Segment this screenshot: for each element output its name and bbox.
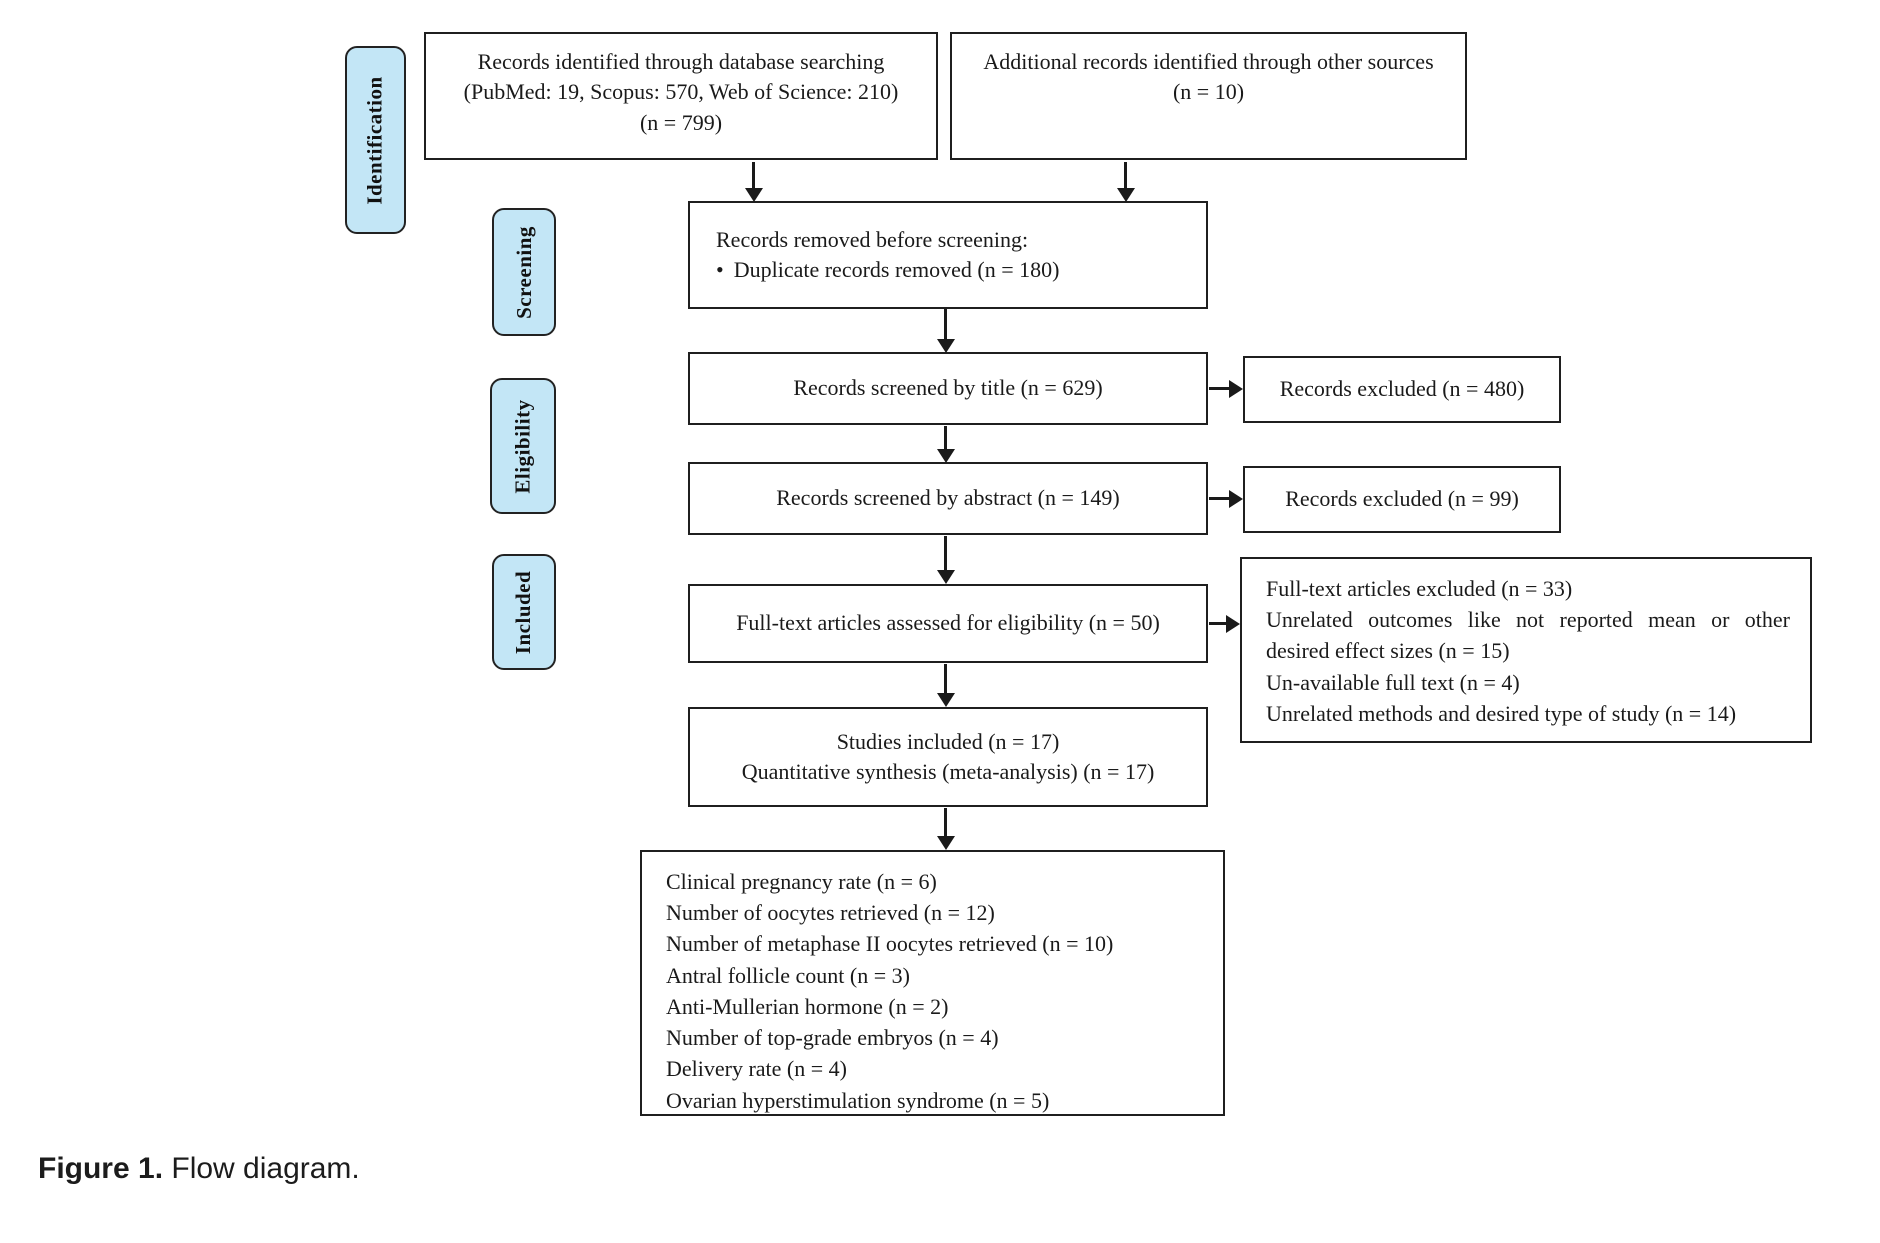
box-screened-by-abstract-text: Records screened by abstract (n = 149) xyxy=(776,485,1120,511)
box-records-identified-database-text: Records identified through database searching (PubMed: 19, Scopus: 570, Web of Science: 210) (n = 799) xyxy=(463,49,899,135)
outcome-line: Clinical pregnancy rate (n = 6) xyxy=(666,869,937,894)
fulltext-excluded-line: Unrelated methods and desired type of study (n = 14) xyxy=(1266,700,1737,726)
box-records-removed-item-text: Duplicate records removed (n = 180) xyxy=(733,257,1060,282)
box-studies-included-line2: Quantitative synthesis (meta-analysis) (n = 17) xyxy=(741,759,1155,784)
box-additional-records-text: Additional records identified through other sources (n = 10) xyxy=(983,49,1434,105)
arrow-abstract-to-fulltext-icon xyxy=(944,536,947,570)
outcome-line: Antral follicle count (n = 3) xyxy=(666,962,910,988)
figure-caption-label: Figure 1. xyxy=(38,1152,164,1185)
fulltext-excluded-line: Unrelated outcomes like not reported mean or other desired effect sizes (n = 15) xyxy=(1266,607,1790,664)
box-fulltext-excluded xyxy=(1240,557,1812,743)
arrow-removed-to-title-icon xyxy=(944,309,947,339)
fulltext-excluded-line: Full-text articles excluded (n = 33) xyxy=(1266,576,1573,601)
outcome-line: Anti-Mullerian hormone (n = 2) xyxy=(666,993,949,1019)
stage-badge-included xyxy=(492,554,556,670)
arrow-abstract-to-excluded-icon xyxy=(1209,497,1229,500)
bullet-icon: • xyxy=(716,257,724,282)
arrow-title-to-excluded-icon xyxy=(1209,387,1229,390)
stage-label-screening: Screening xyxy=(511,225,536,319)
box-excluded-480 xyxy=(1243,356,1561,423)
outcome-line: Ovarian hyperstimulation syndrome (n = 5) xyxy=(666,1087,1050,1113)
arrow-included-to-outcomes-icon xyxy=(944,808,947,836)
stage-badge-screening xyxy=(492,208,556,336)
box-records-removed-title: Records removed before screening: xyxy=(716,226,1029,252)
box-screened-by-title xyxy=(688,352,1208,425)
outcome-line: Delivery rate (n = 4) xyxy=(666,1056,847,1082)
box-fulltext-assessed-text: Full-text articles assessed for eligibility (n = 50) xyxy=(736,610,1160,636)
outcome-line: Number of top-grade embryos (n = 4) xyxy=(666,1025,999,1051)
stage-badge-identification xyxy=(345,46,406,234)
box-studies-included xyxy=(688,707,1208,807)
stage-label-included: Included xyxy=(511,570,536,654)
stage-badge-eligibility xyxy=(490,378,556,514)
box-fulltext-assessed xyxy=(688,584,1208,663)
outcome-line: Number of oocytes retrieved (n = 12) xyxy=(666,900,995,926)
arrow-additional-to-removed-icon xyxy=(1124,162,1127,188)
figure-caption-text: Flow diagram. xyxy=(163,1152,360,1185)
figure-caption xyxy=(38,1152,360,1186)
arrow-database-to-removed-icon xyxy=(752,162,755,188)
box-records-removed xyxy=(688,201,1208,309)
box-additional-records xyxy=(950,32,1467,160)
box-excluded-99 xyxy=(1243,466,1561,533)
stage-label-identification: Identification xyxy=(363,75,387,205)
fulltext-excluded-line: Un-available full text (n = 4) xyxy=(1266,669,1520,695)
box-excluded-99-text: Records excluded (n = 99) xyxy=(1285,486,1519,512)
outcome-line: Number of metaphase II oocytes retrieved (n = 10) xyxy=(666,931,1114,957)
arrow-fulltext-to-excluded-icon xyxy=(1209,622,1226,625)
arrow-title-to-abstract-icon xyxy=(944,426,947,449)
box-screened-by-abstract xyxy=(688,462,1208,535)
box-records-identified-database xyxy=(424,32,938,160)
stage-label-eligibility: Eligibility xyxy=(510,398,535,494)
box-screened-by-title-text: Records screened by title (n = 629) xyxy=(793,375,1103,401)
box-outcomes xyxy=(640,850,1225,1116)
arrow-fulltext-to-included-icon xyxy=(944,664,947,693)
box-studies-included-line1: Studies included (n = 17) xyxy=(836,728,1060,754)
box-excluded-480-text: Records excluded (n = 480) xyxy=(1279,376,1525,402)
box-records-removed-item xyxy=(716,255,1188,285)
